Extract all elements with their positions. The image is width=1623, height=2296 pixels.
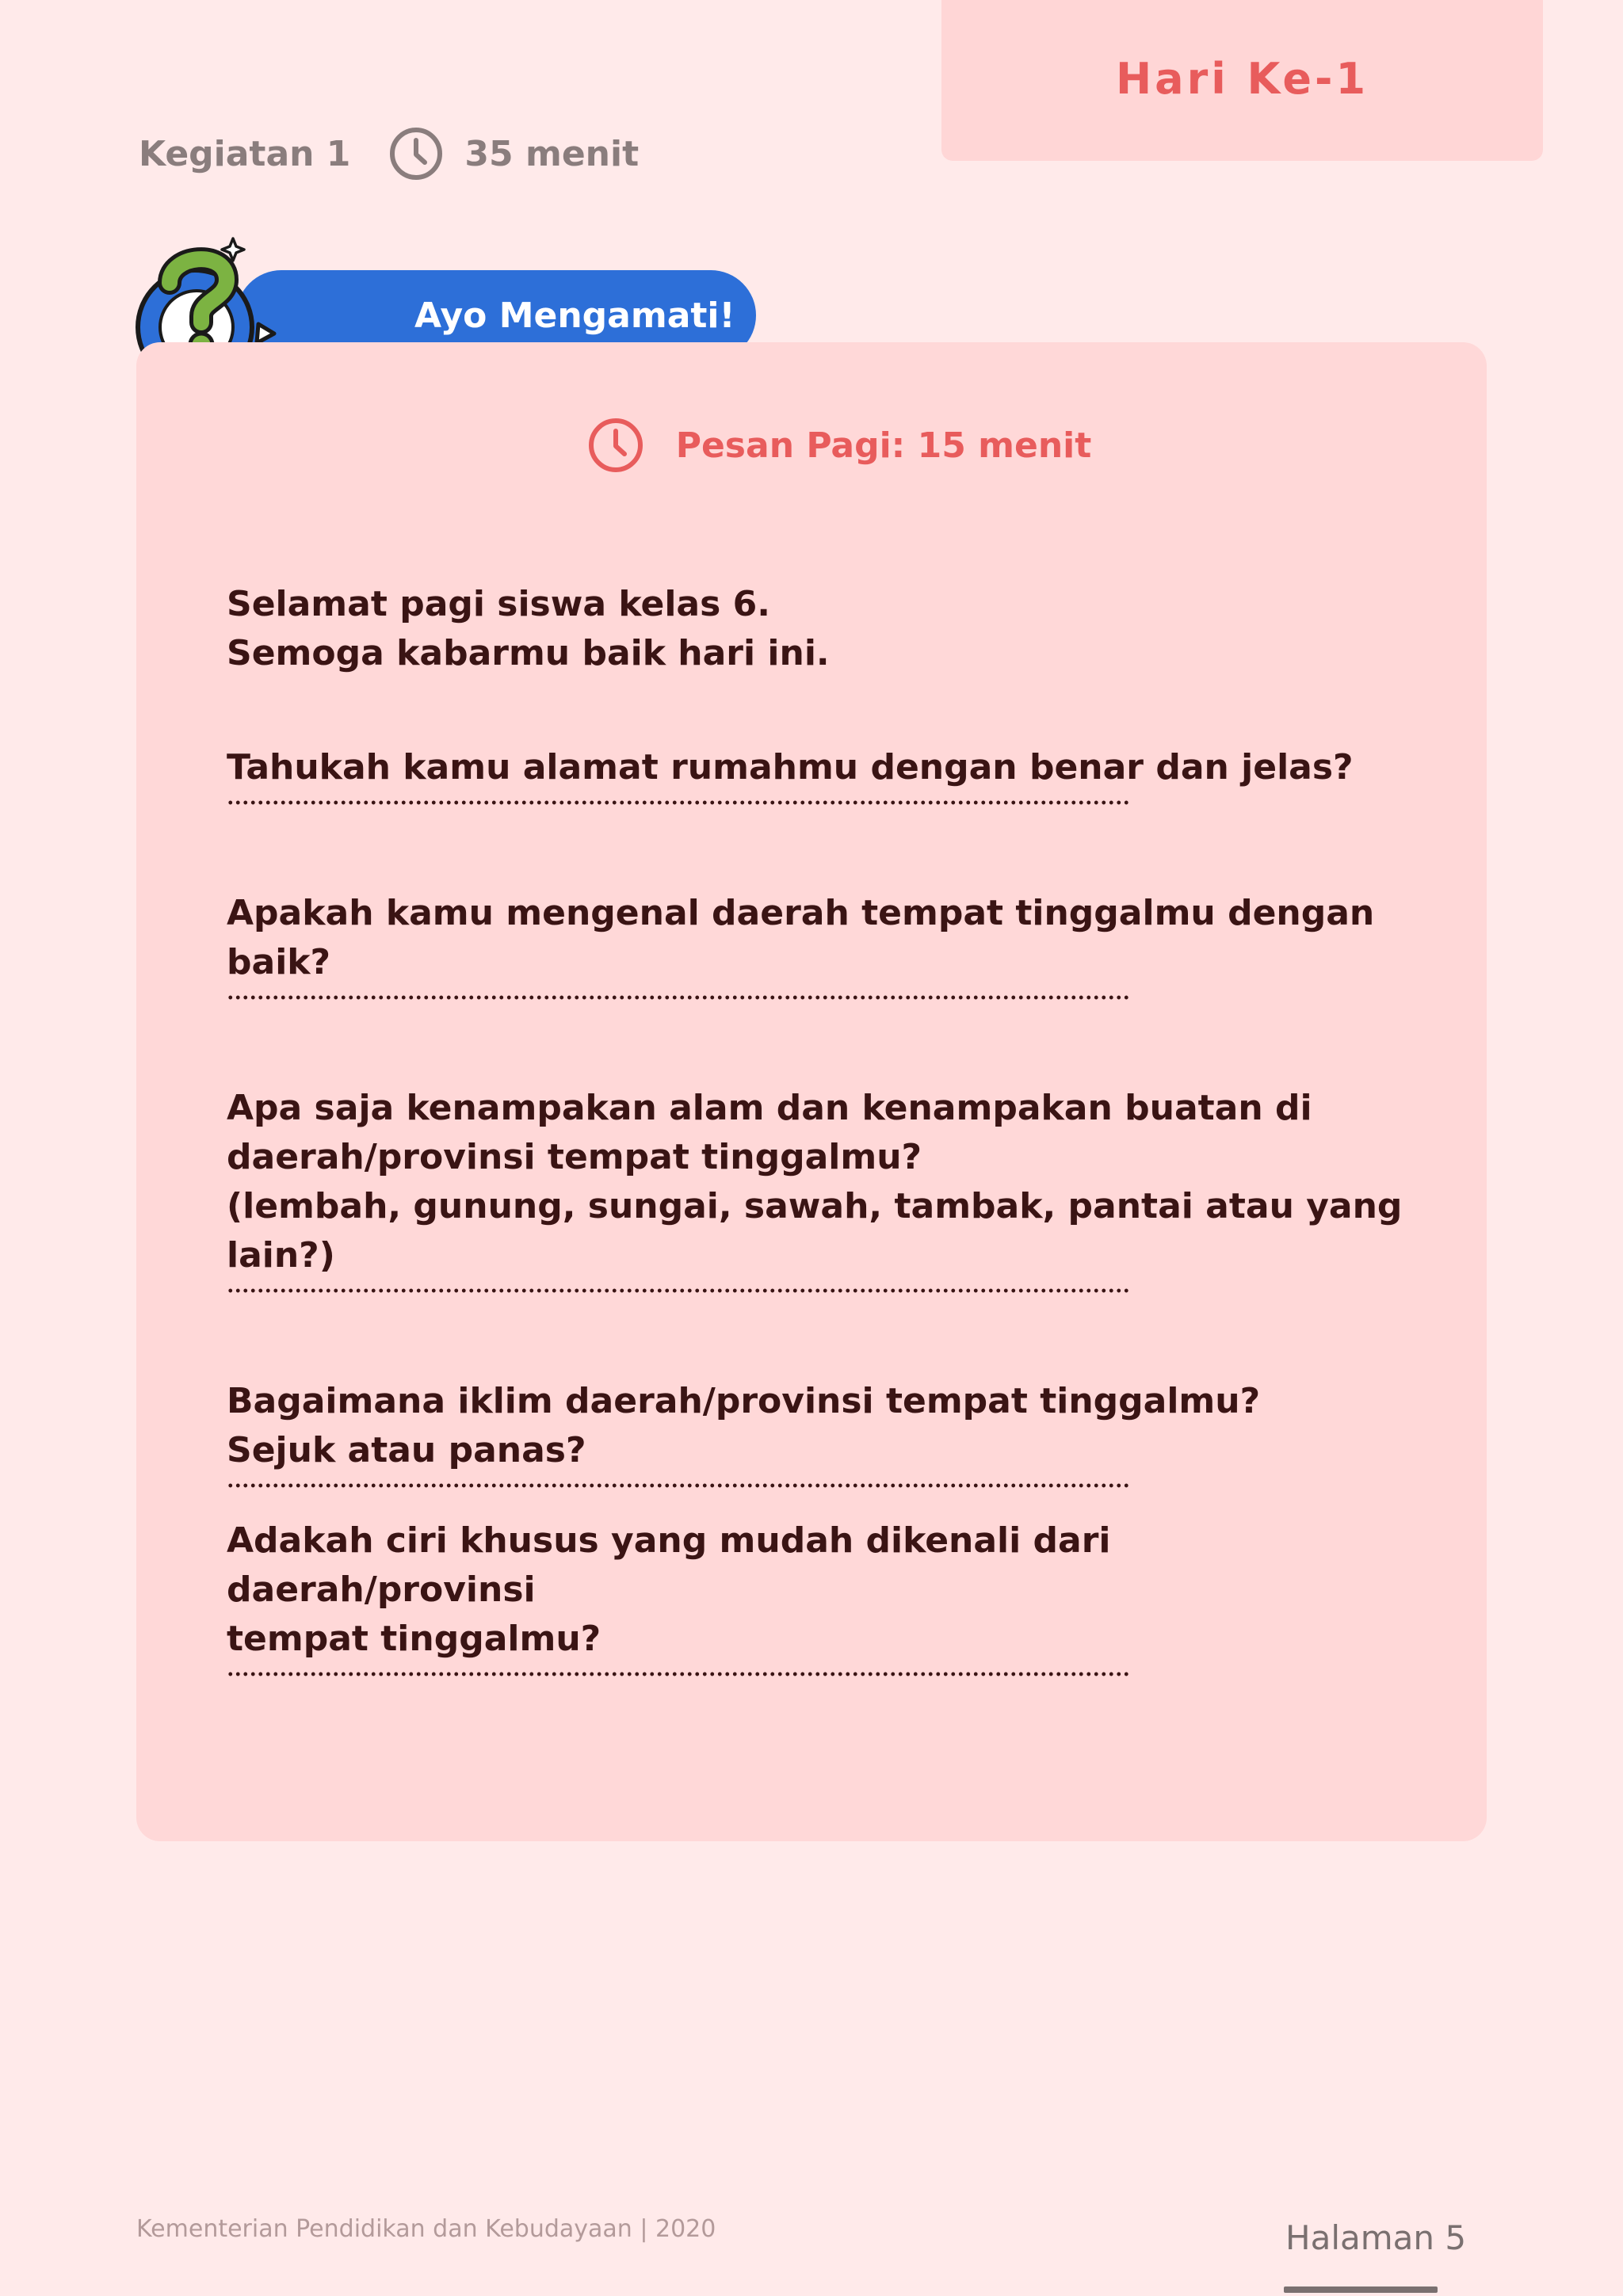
activity-label: Kegiatan 1 (139, 133, 351, 174)
question-line: Tahukah kamu alamat rumahmu dengan benar dan jelas? (227, 747, 1354, 788)
answer-dotted-line (227, 1672, 1130, 1676)
question-4 (227, 1377, 1415, 1488)
morning-message-card (136, 342, 1487, 1841)
clock-icon (587, 417, 644, 474)
card-body (227, 580, 1415, 1676)
page-number: Halaman 5 (1285, 2218, 1467, 2257)
question-5 (227, 1516, 1415, 1676)
card-header (136, 414, 1487, 477)
greeting-line: Selamat pagi siswa kelas 6. (227, 584, 770, 624)
question-line: Sejuk atau panas? (227, 1430, 586, 1470)
question-line: Adakah ciri khusus yang mudah dikenali dari daerah/provinsi (227, 1520, 1111, 1610)
question-line: baik? (227, 942, 331, 982)
question-3 (227, 1084, 1415, 1293)
badge-label: Ayo Mengamati! (414, 295, 735, 336)
question-line: Apakah kamu mengenal daerah tempat tinggalmu dengan (227, 893, 1375, 933)
question-line: tempat tinggalmu? (227, 1619, 601, 1659)
greeting (227, 580, 1415, 678)
greeting-line: Semoga kabarmu baik hari ini. (227, 633, 830, 673)
day-title: Hari Ke-1 (1115, 54, 1369, 104)
question-line: Apa saja kenampakan alam dan kenampakan buatan di (227, 1088, 1312, 1128)
question-line: daerah/provinsi tempat tinggalmu? (227, 1137, 922, 1177)
publisher-credit: Kementerian Pendidikan dan Kebudayaan | 2020 (136, 2215, 716, 2243)
day-tab (941, 0, 1543, 161)
question-line: lain?) (227, 1235, 335, 1276)
clock-icon (388, 126, 444, 181)
card-title: Pesan Pagi: 15 menit (675, 425, 1092, 466)
question-line: Bagaimana iklim daerah/provinsi tempat tinggalmu? (227, 1381, 1261, 1421)
question-line: (lembah, gunung, sungai, sawah, tambak, pantai atau yang (227, 1186, 1403, 1226)
page-number-underline (1284, 2286, 1438, 2293)
activity-duration: 35 menit (464, 133, 640, 174)
question-1 (227, 743, 1415, 805)
question-2 (227, 889, 1415, 1000)
activity-row (139, 125, 639, 182)
